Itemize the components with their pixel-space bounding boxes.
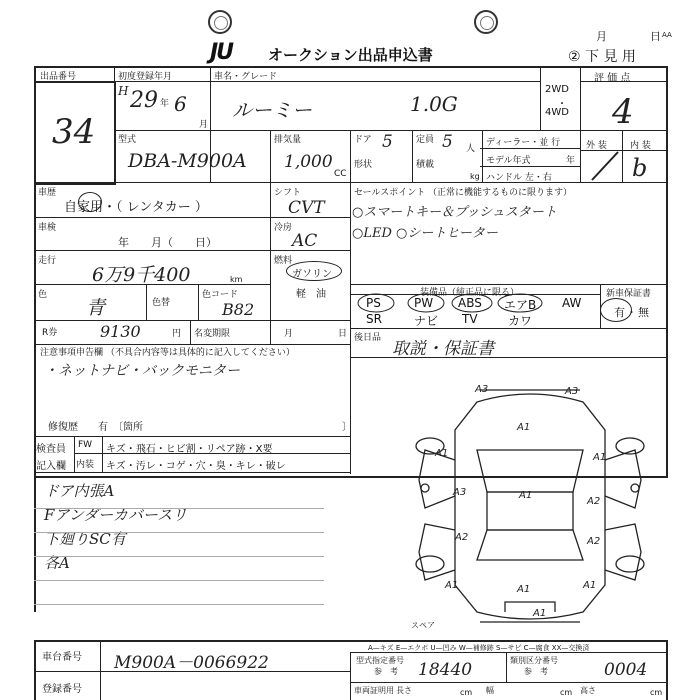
- exterior-slash-mark: [584, 150, 624, 182]
- repair-history-close: 〕: [342, 422, 352, 433]
- class-number-ref: 参 考: [524, 667, 548, 676]
- selling-label: セールスポイント （正常に機能するものに限ります）: [354, 188, 573, 198]
- lot-number: 34: [52, 112, 96, 152]
- accessories-value: 取説・保証書: [392, 339, 494, 359]
- name-change-day: 日: [338, 329, 348, 339]
- diagram-mark-a1-right-bumper: A1: [583, 580, 597, 591]
- remark-line-2: Fアンダーカバースリ: [44, 506, 188, 524]
- equip-airbag: エアB: [504, 298, 537, 312]
- color-change-label: 色替: [152, 298, 171, 308]
- chassis-label: 車台番号: [42, 652, 82, 663]
- diagram-mark-a2-right-rear: A2: [587, 536, 601, 547]
- dealer-label: ディーラー・並 行: [486, 138, 561, 148]
- capacity: 5: [442, 132, 453, 152]
- width-label: 幅: [486, 686, 494, 695]
- model-year-label: モデル年式: [486, 156, 531, 166]
- chassis-number: M900A－0066922: [114, 653, 269, 673]
- fuel-gasoline: ガソリン: [292, 269, 332, 280]
- first-reg-year: 29: [130, 88, 158, 113]
- first-reg-label: 初度登録年月: [118, 72, 173, 82]
- load-label: 積載: [416, 160, 435, 170]
- warranty-yes: 有: [614, 306, 625, 319]
- class-number: 0004: [604, 660, 648, 680]
- accessories-label: 後日品: [354, 333, 382, 343]
- diagram-mark-a2-right-door: A2: [587, 496, 601, 507]
- inspector-label: 検査員: [36, 444, 66, 455]
- type-number-ref: 参 考: [374, 667, 398, 676]
- history-circle: [78, 192, 102, 212]
- width-unit: cm: [560, 688, 573, 697]
- height-unit: cm: [650, 688, 663, 697]
- doors: 5: [382, 132, 393, 152]
- recycle-yen: 円: [172, 329, 182, 339]
- mileage-value: 6万9千400: [92, 264, 191, 286]
- color-value: 青: [86, 297, 106, 319]
- history-value: 自家用・（ レンタカー ）: [64, 200, 208, 215]
- header-month-label: 月: [596, 30, 607, 43]
- equip-sr: SR: [366, 312, 382, 326]
- diagram-mark-a3-top-left: A3: [475, 384, 489, 395]
- displacement-unit: CC: [334, 169, 347, 179]
- diagram-mark-a3-left-door: A3: [453, 487, 467, 498]
- notes-label: 注意事項申告欄 （不具合内容等は具体的に記入してください）: [40, 348, 295, 358]
- warranty-no: 無: [638, 306, 649, 319]
- name-change-month: 月: [284, 329, 294, 339]
- height-label: 高さ: [580, 686, 596, 695]
- diagram-mark-a1-hood: A1: [517, 422, 531, 433]
- ac-value: AC: [292, 231, 318, 251]
- equip-tv: TV: [462, 312, 478, 326]
- fuel-label: 燃料: [274, 256, 293, 266]
- capacity-label: 定員: [416, 135, 435, 145]
- diagram-mark-a2-left-rear: A2: [455, 532, 469, 543]
- inspection-date: 年 月（ 日）: [118, 236, 217, 249]
- recycle-value: 9130: [100, 322, 141, 341]
- notes-text: ・ネットナビ・バックモニター: [44, 363, 240, 379]
- displacement-label: 排気量: [274, 135, 302, 145]
- recycle-label: R券: [42, 328, 58, 338]
- interior-label: 内 装: [630, 141, 651, 151]
- new-warranty-label: 新車保証書: [606, 289, 652, 299]
- shape-label: 形状: [354, 160, 373, 170]
- binder-hole-right: [474, 10, 498, 34]
- ju-logo: JU: [210, 40, 233, 65]
- inspection-label: 車検: [38, 223, 57, 233]
- equipment-label: 装備品（純正品に限る）: [420, 288, 520, 298]
- shift: CVT: [288, 198, 325, 218]
- damage-legend: A—キズ E—エクボ U—凹み W—補修跡 S—サビ C—腐食 XX—交換済: [368, 644, 590, 652]
- color-code-label: 色コード: [202, 290, 239, 300]
- grade: 1.0G: [410, 92, 458, 116]
- drive-4wd: 4WD: [545, 107, 569, 118]
- interior-check-text: キズ・汚レ・コゲ・穴・臭・キレ・破レ: [106, 461, 286, 472]
- form-title: オークション出品申込書: [268, 46, 433, 64]
- fuel-diesel: 軽 油: [296, 289, 326, 300]
- mileage-label: 走行: [38, 256, 57, 266]
- first-reg-month: 6: [174, 92, 187, 116]
- door-label: ドア: [354, 135, 372, 145]
- registration-label: 登録番号: [42, 684, 82, 695]
- warranty-dot: ・: [626, 306, 637, 319]
- car-damage-diagram: [405, 380, 655, 630]
- score: 4: [612, 92, 634, 132]
- displacement: 1,000: [284, 152, 333, 172]
- remark-line-3: 下廻りSC有: [44, 530, 126, 548]
- fw-text: キズ・飛石・ヒビ割・リペア跡・X要: [106, 444, 273, 455]
- repair-history-label: 修復歴 有 〔箇所: [48, 422, 143, 433]
- exterior-label: 外 装: [586, 141, 607, 151]
- interior-score: b: [632, 154, 648, 182]
- type-number: 18440: [418, 660, 473, 680]
- color-label: 色: [38, 290, 48, 300]
- fuel-gasoline-circle: [286, 261, 342, 281]
- lot-number-label: 出品番号: [40, 72, 77, 82]
- color-code: B82: [222, 300, 255, 319]
- diagram-mark-a1-left-front: A1: [435, 448, 449, 459]
- ac-label: 冷房: [274, 223, 293, 233]
- diagram-mark-a1-rear-center: A1: [533, 608, 547, 619]
- inspector-entry-label: 記入欄: [36, 461, 66, 472]
- header-day-label: 日: [650, 30, 661, 43]
- equip-ps: PS: [366, 296, 381, 310]
- header-aa-label: AA: [662, 31, 672, 39]
- car-name-label: 車名・グレード: [214, 72, 278, 82]
- length-label: 長さ: [396, 686, 412, 695]
- remark-line-1: ドア内張A: [44, 482, 115, 500]
- car-name: ルーミー: [232, 98, 312, 122]
- load-unit: kg: [470, 172, 480, 181]
- history-label: 車歴: [38, 188, 57, 198]
- equip-aw: AW: [562, 296, 582, 310]
- equip-leather: カワ: [508, 314, 533, 328]
- copy-label: ② 下 見 用: [568, 49, 636, 65]
- equip-pw: PW: [414, 296, 434, 310]
- warranty-yes-circle: [600, 298, 632, 322]
- spare-label: スペア: [411, 621, 435, 630]
- type-number-label: 型式指定番号: [356, 656, 404, 665]
- certificate-label: 車両証明用: [354, 686, 394, 695]
- selling-point-2: ○LED ○シートヒーター: [352, 226, 498, 241]
- drive-2wd: 2WD: [545, 84, 569, 95]
- diagram-mark-a1-roof: A1: [519, 490, 533, 501]
- interior-check-label: 内装: [76, 460, 95, 470]
- remark-line-4: 各A: [44, 554, 70, 572]
- score-label: 評 価 点: [594, 73, 631, 84]
- shift-label: シフト: [274, 188, 302, 198]
- length-unit: cm: [460, 688, 473, 697]
- model: DBA-M900A: [128, 150, 247, 172]
- diagram-mark-a1-right-front: A1: [593, 452, 607, 463]
- equip-abs: ABS: [458, 296, 482, 310]
- class-number-label: 類別区分番号: [510, 656, 558, 665]
- first-reg-year-unit: 年: [160, 99, 170, 109]
- diagram-mark-a3-top-right: A3: [565, 386, 579, 397]
- equip-navi: ナビ: [414, 314, 439, 328]
- selling-point-1: ○スマートキー＆プッシュスタート: [352, 205, 557, 220]
- era-mark: H: [118, 84, 129, 98]
- capacity-unit: 人: [466, 144, 476, 154]
- name-change-label: 名変期限: [194, 329, 231, 339]
- diagram-mark-a1-trunk: A1: [517, 584, 531, 595]
- model-year-unit: 年: [566, 156, 576, 166]
- model-label: 型式: [118, 135, 137, 145]
- binder-hole-left: [208, 10, 232, 34]
- drive-dot: ・: [557, 99, 567, 110]
- diagram-mark-a1-left-bumper: A1: [445, 580, 459, 591]
- mileage-unit: km: [230, 275, 243, 284]
- handle-label: ハンドル 左・右: [486, 173, 552, 183]
- equipment-circles: [354, 292, 554, 316]
- fw-label: FW: [78, 440, 93, 450]
- first-reg-month-unit: 月: [199, 120, 209, 130]
